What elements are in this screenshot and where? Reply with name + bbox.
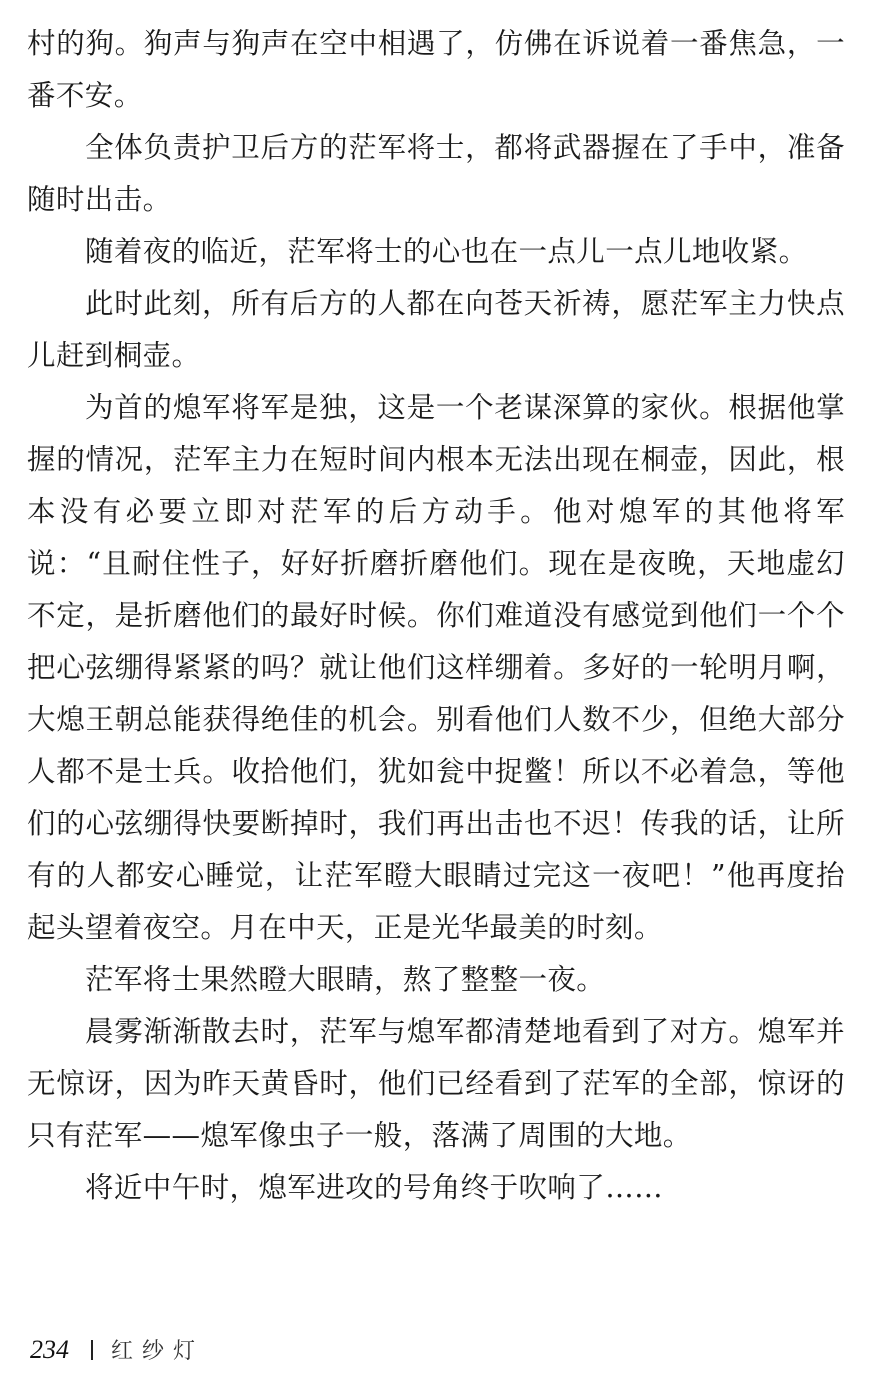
paragraph-2: 全体负责护卫后方的茫军将士，都将武器握在了手中，准备随时出击。 (27, 131, 845, 216)
page-body (27, 18, 845, 1214)
paragraph-3: 随着夜的临近，茫军将士的心也在一点儿一点儿地收紧。 (85, 235, 808, 268)
paragraph-4: 此时此刻，所有后方的人都在向苍天祈祷，愿茫军主力快点儿赶到桐壶。 (27, 287, 845, 372)
paragraph-5: 为首的熄军将军是独，这是一个老谋深算的家伙。根据他掌握的情况，茫军主力在短时间内根本无法出现在桐壶，因此，根本没有必要立即对茫军的后方动手。他对熄军的其他将军说：“且耐住性子，好好折磨折磨他们。现在是夜晚，天地虚幻不定，是折磨他们的最好时候。你们难道没有感觉到他们一个个把心弦绷得紧紧的吗？就让他们这样绷着。多好的一轮明月啊，大熄王朝总能获得绝佳的机会。别看他们人数不少，但绝大部分人都不是士兵。收拾他们，犹如瓮中捉鳖！所以不必着急，等他们的心弦绷得快要断掉时，我们再出击也不迟！传我的话，让所有的人都安心睡觉，让茫军瞪大眼睛过完这一夜吧！”他再度抬起头望着夜空。月在中天，正是光华最美的时刻。 (27, 391, 845, 944)
paragraph-8: 将近中午时，熄军进攻的号角终于吹响了…… (85, 1171, 664, 1204)
paragraph-7: 晨雾渐渐散去时，茫军与熄军都清楚地看到了对方。熄军并无惊讶，因为昨天黄昏时，他们已经看到了茫军的全部，惊讶的只有茫军——熄军像虫子一般，落满了周围的大地。 (27, 1015, 845, 1152)
paragraph-6: 茫军将士果然瞪大眼睛，熬了整整一夜。 (85, 963, 606, 996)
footer-divider (91, 1340, 93, 1360)
page-footer (30, 1334, 204, 1365)
book-title: 红纱灯 (111, 1339, 205, 1364)
page-number: 234 (30, 1334, 69, 1364)
paragraph-1: 村的狗。狗声与狗声在空中相遇了，仿佛在诉说着一番焦急，一番不安。 (27, 27, 845, 112)
